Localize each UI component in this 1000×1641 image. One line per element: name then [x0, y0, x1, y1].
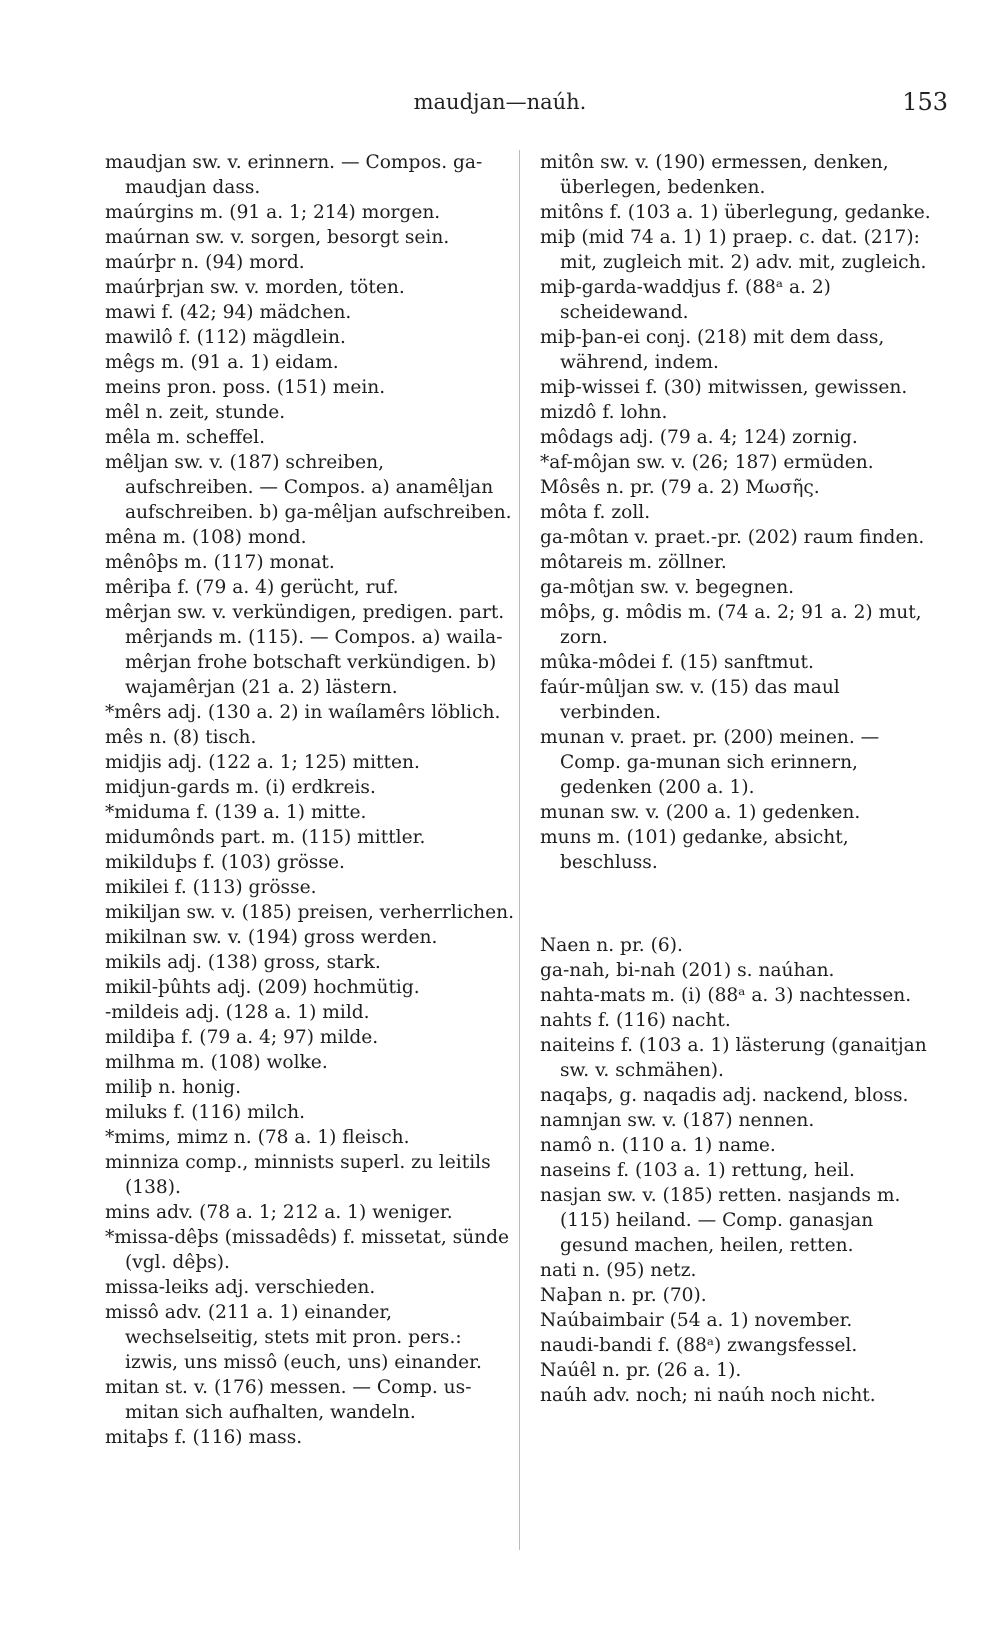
dictionary-entry: missô adv. (211 a. 1) einander, wechselseitig, stets mit pron. pers.: izwis, uns missô (euch, uns) einander. — [105, 1302, 482, 1373]
dictionary-entry: faúr-mûljan sw. v. (15) das maul verbinden. — [540, 677, 840, 723]
dictionary-entry: milhma m. (108) wolke. — [105, 1052, 328, 1073]
dictionary-entry: namnjan sw. v. (187) nennen. — [540, 1110, 815, 1131]
dictionary-entry: môta f. zoll. — [540, 502, 651, 523]
dictionary-entry: miþ (mid 74 a. 1) 1) praep. c. dat. (217): mit, zugleich mit. 2) adv. mit, zugleich. — [540, 227, 927, 273]
page-number: 153 — [902, 88, 948, 116]
dictionary-entry: naúh adv. noch; ni naúh noch nicht. — [540, 1385, 876, 1406]
dictionary-entry: maúrþrjan sw. v. morden, töten. — [105, 277, 405, 298]
dictionary-entry: mênôþs m. (117) monat. — [105, 552, 335, 573]
dictionary-entry: *af-môjan sw. v. (26; 187) ermüden. — [540, 452, 874, 473]
dictionary-entry: mikiljan sw. v. (185) preisen, verherrlichen. — [105, 902, 514, 923]
dictionary-entry: miliþ n. honig. — [105, 1077, 241, 1098]
dictionary-entry: *mims, mimz n. (78 a. 1) fleisch. — [105, 1127, 410, 1148]
dictionary-entry: mikils adj. (138) gross, stark. — [105, 952, 381, 973]
dictionary-entry: mikil-þûhts adj. (209) hochmütig. — [105, 977, 420, 998]
dictionary-entry: Naúêl n. pr. (26 a. 1). — [540, 1360, 742, 1381]
dictionary-entry: mêl n. zeit, stunde. — [105, 402, 286, 423]
dictionary-entry: namô n. (110 a. 1) name. — [540, 1135, 776, 1156]
dictionary-entry: mêrjan sw. v. verkündigen, predigen. part. mêrjands m. (115). — Compos. a) waila-mêrjan frohe botschaft verkündigen. b) wajamêrjan (21 a. 2) lästern. — [105, 602, 505, 698]
dictionary-entry: mitôns f. (103 a. 1) überlegung, gedanke. — [540, 202, 931, 223]
dictionary-entry: mêna m. (108) mond. — [105, 527, 307, 548]
dictionary-entry: naqaþs, g. naqadis adj. nackend, bloss. — [540, 1085, 909, 1106]
dictionary-entry: maúrgins m. (91 a. 1; 214) morgen. — [105, 202, 441, 223]
dictionary-entry: maúrnan sw. v. sorgen, besorgt sein. — [105, 227, 450, 248]
dictionary-entry: maudjan sw. v. erinnern. — Compos. ga-maudjan dass. — [105, 152, 483, 198]
running-header: maudjan—naúh. — [413, 90, 587, 114]
dictionary-entry: miþ-garda-waddjus f. (88ᵃ a. 2) scheidewand. — [540, 277, 831, 323]
dictionary-entry: nati n. (95) netz. — [540, 1260, 697, 1281]
dictionary-entry: mêgs m. (91 a. 1) eidam. — [105, 352, 339, 373]
dictionary-entry: missa-leiks adj. verschieden. — [105, 1277, 376, 1298]
dictionary-entry: naiteins f. (103 a. 1) lästerung (ganaitjan sw. v. schmähen). — [540, 1035, 927, 1081]
dictionary-entry: ga-nah, bi-nah (201) s. naúhan. — [540, 960, 835, 981]
dictionary-entry: mitôn sw. v. (190) ermessen, denken, überlegen, bedenken. — [540, 152, 889, 198]
dictionary-entry: mizdô f. lohn. — [540, 402, 668, 423]
dictionary-entry: naseins f. (103 a. 1) rettung, heil. — [540, 1160, 855, 1181]
dictionary-entry: *mêrs adj. (130 a. 2) in waílamêrs löblich. — [105, 702, 501, 723]
dictionary-entry: midjis adj. (122 a. 1; 125) mitten. — [105, 752, 420, 773]
dictionary-entry: mildiþa f. (79 a. 4; 97) milde. — [105, 1027, 379, 1048]
dictionary-entry: midumônds part. m. (115) mittler. — [105, 827, 426, 848]
dictionary-entry: *miduma f. (139 a. 1) mitte. — [105, 802, 367, 823]
dictionary-entry: mêriþa f. (79 a. 4) gerücht, ruf. — [105, 577, 399, 598]
dictionary-entry: ga-môtjan sw. v. begegnen. — [540, 577, 795, 598]
dictionary-entry: miþ-þan-ei conj. (218) mit dem dass, während, indem. — [540, 327, 885, 373]
dictionary-entry: mitaþs f. (116) mass. — [105, 1427, 303, 1448]
dictionary-entry: Môsês n. pr. (79 a. 2) Μωσῆς. — [540, 477, 820, 498]
dictionary-entry: mikilei f. (113) grösse. — [105, 877, 317, 898]
dictionary-entry: mikilnan sw. v. (194) gross werden. — [105, 927, 438, 948]
left-column — [105, 150, 515, 1450]
dictionary-entry: mêljan sw. v. (187) schreiben, aufschreiben. — Compos. a) anamêljan aufschreiben. b) ga-mêljan aufschreiben. — [105, 452, 512, 523]
dictionary-entry: ga-môtan v. praet.-pr. (202) raum finden. — [540, 527, 925, 548]
dictionary-entry: mûka-môdei f. (15) sanftmut. — [540, 652, 814, 673]
dictionary-entry: môtareis m. zöllner. — [540, 552, 727, 573]
dictionary-entry: nahta-mats m. (i) (88ᵃ a. 3) nachtessen. — [540, 985, 912, 1006]
dictionary-entry: munan sw. v. (200 a. 1) gedenken. — [540, 802, 861, 823]
dictionary-entry: mins adv. (78 a. 1; 212 a. 1) weniger. — [105, 1202, 453, 1223]
dictionary-entry: mêla m. scheffel. — [105, 427, 266, 448]
dictionary-entry: môþs, g. môdis m. (74 a. 2; 91 a. 2) mut, zorn. — [540, 602, 922, 648]
dictionary-entry: maúrþr n. (94) mord. — [105, 252, 305, 273]
dictionary-entry: muns m. (101) gedanke, absicht, beschluss. — [540, 827, 849, 873]
section-gap — [540, 891, 940, 917]
dictionary-entry: Naen n. pr. (6). — [540, 935, 683, 956]
dictionary-entry: mawilô f. (112) mägdlein. — [105, 327, 346, 348]
dictionary-entry: môdags adj. (79 a. 4; 124) zornig. — [540, 427, 858, 448]
dictionary-entry: midjun-gards m. (i) erdkreis. — [105, 777, 376, 798]
dictionary-entry: minniza comp., minnists superl. zu leitils (138). — [105, 1152, 491, 1198]
dictionary-entry: meins pron. poss. (151) mein. — [105, 377, 386, 398]
dictionary-entry: mikilduþs f. (103) grösse. — [105, 852, 345, 873]
dictionary-entry: mawi f. (42; 94) mädchen. — [105, 302, 352, 323]
dictionary-entry: -mildeis adj. (128 a. 1) mild. — [105, 1002, 370, 1023]
dictionary-entry: miþ-wissei f. (30) mitwissen, gewissen. — [540, 377, 908, 398]
dictionary-entry: munan v. praet. pr. (200) meinen. — Comp. ga-munan sich erinnern, gedenken (200 a. 1). — [540, 727, 880, 798]
dictionary-entry: mês n. (8) tisch. — [105, 727, 257, 748]
dictionary-entry: Naúbaimbair (54 a. 1) november. — [540, 1310, 853, 1331]
dictionary-entry: *missa-dêþs (missadêds) f. missetat, sünde (vgl. dêþs). — [105, 1227, 510, 1273]
column-divider — [519, 150, 520, 1550]
dictionary-entry: mitan st. v. (176) messen. — Comp. us-mitan sich aufhalten, wandeln. — [105, 1377, 472, 1423]
dictionary-entry: miluks f. (116) milch. — [105, 1102, 305, 1123]
dictionary-entry: Naþan n. pr. (70). — [540, 1285, 707, 1306]
right-column — [540, 150, 940, 1408]
dictionary-entry: naudi-bandi f. (88ᵃ) zwangsfessel. — [540, 1335, 858, 1356]
dictionary-entry: nahts f. (116) nacht. — [540, 1010, 731, 1031]
dictionary-entry: nasjan sw. v. (185) retten. nasjands m. (115) heiland. — Comp. ganasjan gesund machen, heilen, retten. — [540, 1185, 901, 1256]
